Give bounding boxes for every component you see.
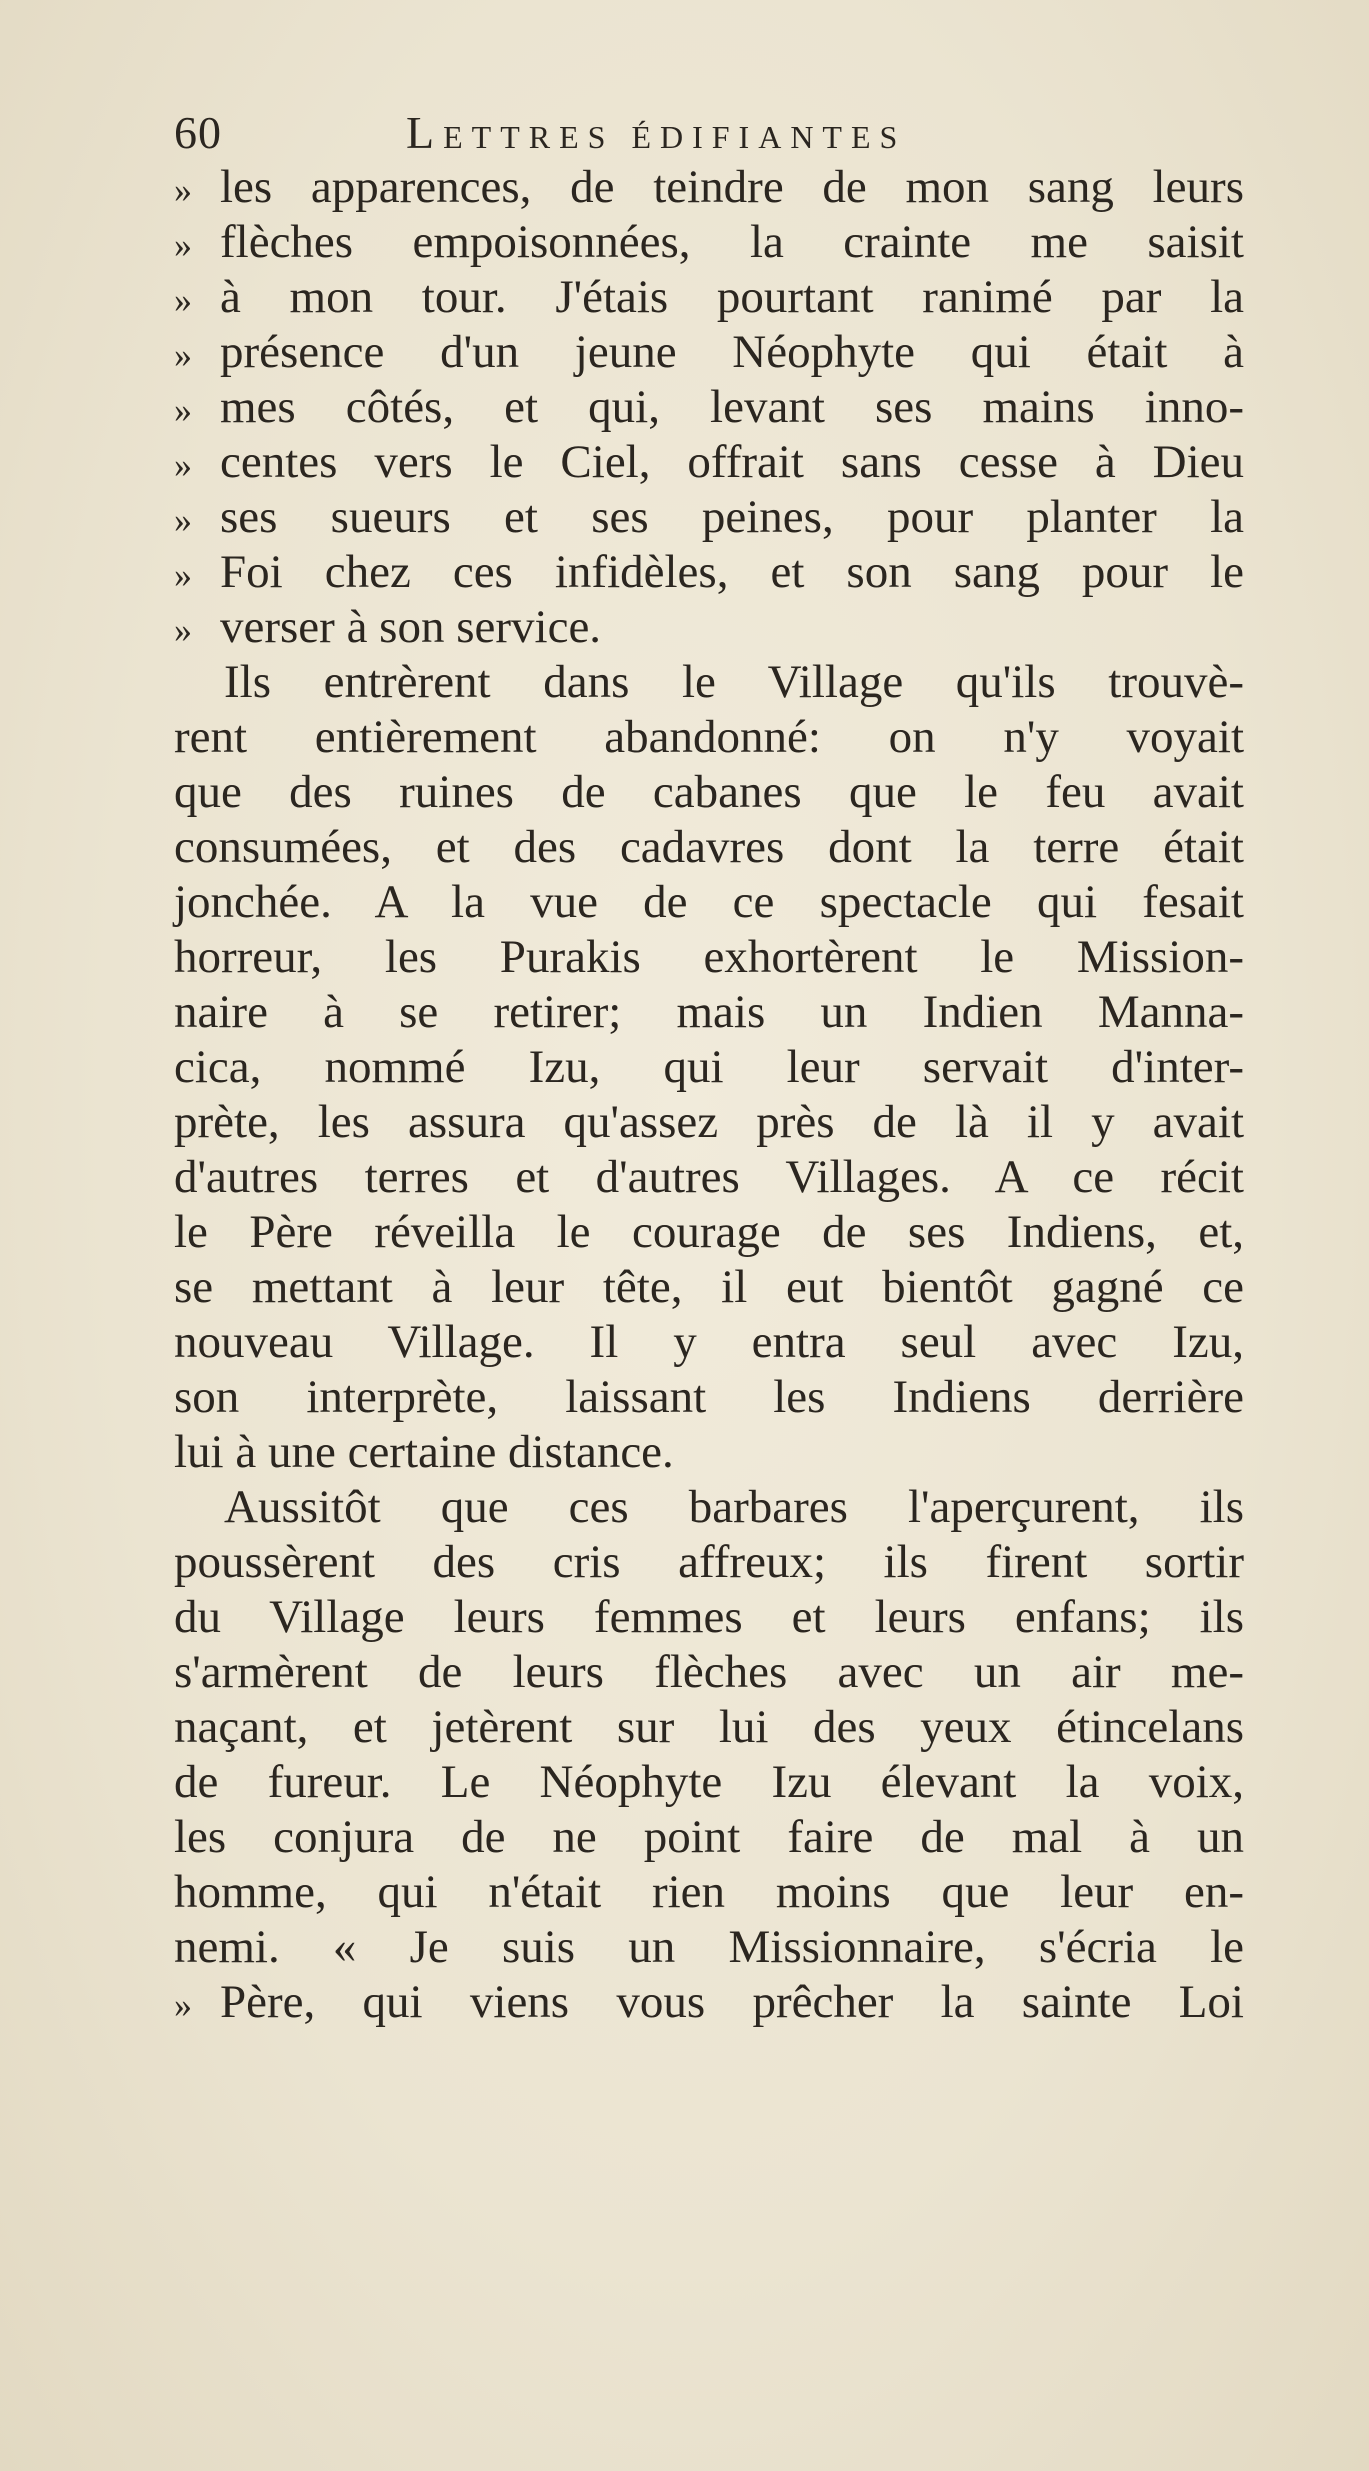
line-text: jonchée. A la vue de ce spectacle qui fesait (174, 876, 1244, 928)
text-line (174, 1150, 1244, 1205)
quote-mark: » (174, 555, 192, 595)
text-line (174, 435, 1244, 490)
line-text: flèches empoisonnées, la crainte me saisit (220, 216, 1244, 268)
text-line (174, 875, 1244, 930)
line-text: poussèrent des cris affreux; ils firent sortir (174, 1536, 1244, 1588)
line-text: se mettant à leur tête, il eut bientôt gagné ce (174, 1261, 1244, 1313)
text-line (174, 1535, 1244, 1590)
text-line (174, 270, 1244, 325)
line-text: mes côtés, et qui, levant ses mains inno- (220, 381, 1244, 433)
line-text: présence d'un jeune Néophyte qui était à (220, 326, 1244, 378)
text-line (174, 1645, 1244, 1700)
line-text: Ils entrèrent dans le Village qu'ils trouvè- (224, 656, 1244, 708)
line-text: son interprète, laissant les Indiens derrière (174, 1371, 1244, 1423)
body-text (174, 160, 1244, 2030)
text-line (174, 160, 1244, 215)
line-text: les conjura de ne point faire de mal à un (174, 1811, 1244, 1863)
text-line (174, 1865, 1244, 1920)
text-line (174, 930, 1244, 985)
text-line (174, 1205, 1244, 1260)
line-text: rent entièrement abandonné: on n'y voyait (174, 711, 1244, 763)
line-text: Aussitôt que ces barbares l'aperçurent, ils (224, 1481, 1244, 1533)
line-text: le Père réveilla le courage de ses Indiens, et, (174, 1206, 1244, 1258)
running-header (174, 106, 1174, 166)
text-line (174, 1755, 1244, 1810)
text-line (174, 490, 1244, 545)
line-text: horreur, les Purakis exhortèrent le Mission- (174, 931, 1244, 983)
line-text: cica, nommé Izu, qui leur servait d'inter- (174, 1041, 1244, 1093)
text-line (174, 325, 1244, 380)
text-line (174, 985, 1244, 1040)
text-line (174, 1315, 1244, 1370)
text-line (174, 1920, 1244, 1975)
text-line (174, 215, 1244, 270)
text-line (174, 1700, 1244, 1755)
line-text: prète, les assura qu'assez près de là il y avait (174, 1096, 1244, 1148)
line-text: homme, qui n'était rien moins que leur en- (174, 1866, 1244, 1918)
line-text: ses sueurs et ses peines, pour planter la (220, 491, 1244, 543)
text-line (174, 1095, 1244, 1150)
text-line (174, 1260, 1244, 1315)
quote-mark: » (174, 1985, 192, 2025)
quote-mark: » (174, 280, 192, 320)
text-line (174, 710, 1244, 765)
text-line (174, 1370, 1244, 1425)
line-text: à mon tour. J'étais pourtant ranimé par la (220, 271, 1244, 323)
running-title (406, 106, 906, 159)
quote-mark: » (174, 390, 192, 430)
text-line (174, 380, 1244, 435)
text-line (174, 655, 1244, 710)
quote-mark: » (174, 170, 192, 210)
line-text: les apparences, de teindre de mon sang leurs (220, 161, 1244, 213)
text-line (174, 1425, 1244, 1480)
line-text: consumées, et des cadavres dont la terre était (174, 821, 1244, 873)
quote-mark: » (174, 500, 192, 540)
text-line (174, 1040, 1244, 1095)
running-title-rest: ETTRES ÉDIFIANTES (443, 119, 907, 155)
text-line (174, 765, 1244, 820)
text-line (174, 1480, 1244, 1535)
line-text: du Village leurs femmes et leurs enfans; ils (174, 1591, 1244, 1643)
line-text: nemi. « Je suis un Missionnaire, s'écria le (174, 1921, 1244, 1973)
text-line (174, 1975, 1244, 2030)
line-text: verser à son service. (220, 601, 602, 653)
running-title-initial: L (406, 107, 444, 158)
quote-mark: » (174, 335, 192, 375)
quote-mark: » (174, 610, 192, 650)
line-text: centes vers le Ciel, offrait sans cesse à Dieu (220, 436, 1244, 488)
line-text: naire à se retirer; mais un Indien Manna- (174, 986, 1244, 1038)
text-line (174, 1810, 1244, 1865)
page-number: 60 (174, 107, 222, 158)
line-text: naçant, et jetèrent sur lui des yeux étincelans (174, 1701, 1244, 1753)
text-line (174, 820, 1244, 875)
line-text: lui à une certaine distance. (174, 1426, 674, 1478)
text-line (174, 600, 1244, 655)
line-text: d'autres terres et d'autres Villages. A ce récit (174, 1151, 1244, 1203)
line-text: de fureur. Le Néophyte Izu élevant la voix, (174, 1756, 1244, 1808)
quote-mark: » (174, 445, 192, 485)
line-text: nouveau Village. Il y entra seul avec Izu, (174, 1316, 1244, 1368)
line-text: Foi chez ces infidèles, et son sang pour le (220, 546, 1244, 598)
line-text: que des ruines de cabanes que le feu avait (174, 766, 1244, 818)
quote-mark: » (174, 225, 192, 265)
text-line (174, 1590, 1244, 1645)
line-text: s'armèrent de leurs flèches avec un air me- (174, 1646, 1244, 1698)
text-line (174, 545, 1244, 600)
line-text: Père, qui viens vous prêcher la sainte Loi (220, 1976, 1244, 2028)
